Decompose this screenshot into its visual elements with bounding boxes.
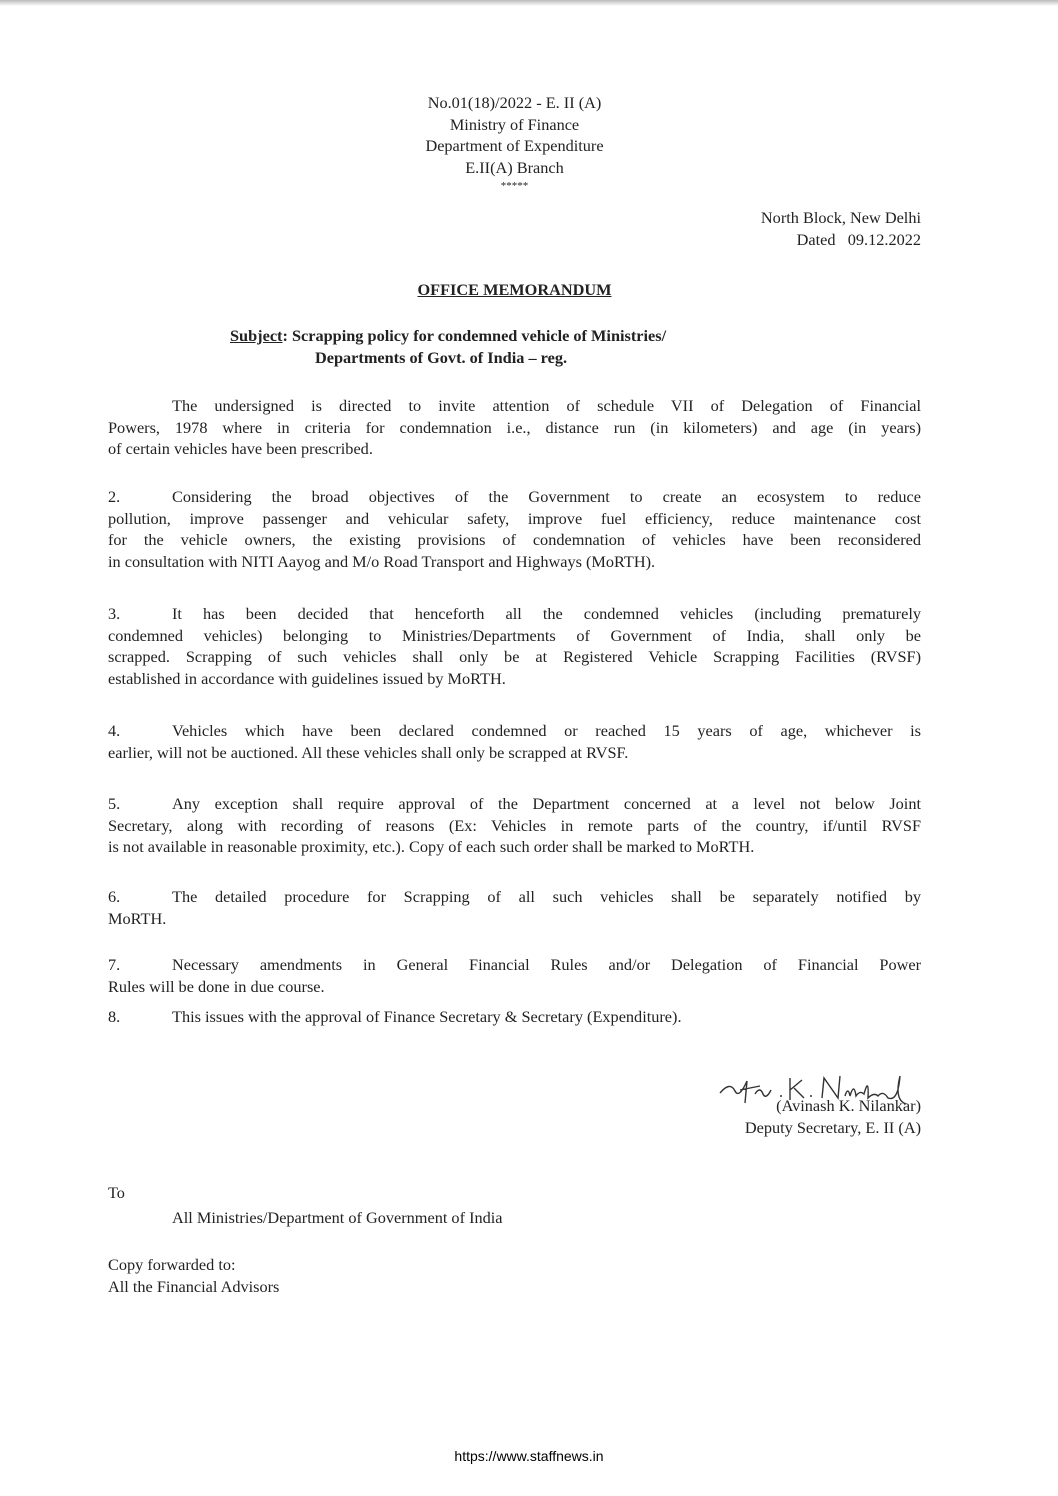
paragraph-4	[108, 720, 921, 763]
paragraph-1	[108, 395, 921, 460]
paragraph-line: This issues with the approval of Finance Secretary & Secretary (Expenditure).	[172, 1007, 682, 1026]
signatory	[108, 1095, 921, 1138]
copy-to	[108, 1254, 921, 1297]
copy-recipient: All the Financial Advisors	[108, 1276, 280, 1296]
paragraph-number: 3.	[108, 604, 121, 623]
paragraph-2	[108, 486, 921, 573]
to-label: To	[108, 1183, 125, 1202]
subject-line-1: : Scrapping policy for condemned vehicle of Ministries/	[282, 326, 667, 345]
date: 09.12.2022	[847, 229, 921, 249]
paragraph-6	[108, 886, 921, 929]
branch: E.II(A) Branch	[465, 158, 564, 178]
paragraph-line: established in accordance with guidelines issued by MoRTH.	[108, 669, 506, 689]
paragraph-line: Powers, 1978 where in criteria for condemnation i.e., distance run (in kilometers) and age (in years)	[108, 417, 921, 437]
paragraph-line: in consultation with NITI Aayog and M/o Road Transport and Highways (MoRTH).	[108, 552, 656, 572]
footer-url[interactable]: https://www.staffnews.in	[454, 1448, 604, 1464]
paragraph-line: Considering the broad objectives of the Government to create an ecosystem to reduce	[172, 487, 921, 506]
paragraph-line: The detailed procedure for Scrapping of all such vehicles shall be separately notified by	[172, 887, 921, 906]
paragraph-number: 7.	[108, 955, 121, 974]
paragraph-number: 2.	[108, 487, 121, 506]
paragraph-line: is not available in reasonable proximity, etc.). Copy of each such order shall be marked to MoRTH.	[108, 837, 755, 857]
paragraph-3	[108, 603, 921, 690]
signatory-designation: Deputy Secretary, E. II (A)	[744, 1117, 921, 1137]
paragraph-line: It has been decided that henceforth all the condemned vehicles (including prematurely	[172, 604, 921, 623]
paragraph-line: Vehicles which have been declared condemned or reached 15 years of age, whichever is	[172, 721, 921, 740]
paragraph-line: scrapped. Scrapping of such vehicles shall only be at Registered Vehicle Scrapping Facilities (RVSF)	[108, 647, 921, 667]
to-recipient: All Ministries/Department of Government of India	[172, 1207, 503, 1227]
addressee	[108, 1182, 921, 1228]
department: Department of Expenditure	[425, 136, 604, 156]
paragraph-line: Any exception shall require approval of the Department concerned at a level not below Joint	[172, 794, 921, 813]
letterhead	[108, 92, 921, 193]
paragraph-number: 4.	[108, 721, 121, 740]
paragraph-line: The undersigned is directed to invite attention of schedule VII of Delegation of Financial	[172, 396, 921, 415]
place-date	[108, 207, 921, 250]
paragraph-8	[108, 1006, 921, 1028]
separator-stars: *****	[500, 179, 529, 192]
paragraph-line: Rules will be done in due course.	[108, 976, 325, 996]
scan-edge	[0, 0, 1058, 6]
subject-label: Subject	[230, 326, 283, 345]
copy-label: Copy forwarded to:	[108, 1255, 236, 1274]
date-label: Dated	[796, 229, 836, 249]
paragraph-line: of certain vehicles have been prescribed.	[108, 439, 373, 459]
subject-line-2: Departments of Govt. of India – reg.	[315, 347, 568, 367]
ministry: Ministry of Finance	[449, 114, 580, 134]
subject	[230, 325, 830, 368]
paragraph-line: earlier, will not be auctioned. All these vehicles shall only be scrapped at RVSF.	[108, 742, 629, 762]
place: North Block, New Delhi	[760, 208, 921, 227]
paragraph-line: pollution, improve passenger and vehicular safety, improve fuel efficiency, reduce maintenance cost	[108, 508, 921, 528]
paragraph-line: for the vehicle owners, the existing provisions of condemnation of vehicles have been reconsidered	[108, 530, 921, 550]
document-title	[108, 279, 921, 301]
title-text: OFFICE MEMORANDUM	[417, 280, 612, 299]
paragraph-5	[108, 793, 921, 858]
paragraph-7	[108, 954, 921, 997]
signatory-name: (Avinash K. Nilankar)	[776, 1096, 921, 1115]
paragraph-line: condemned vehicles) belonging to Ministries/Departments of Government of India, shall only be	[108, 625, 921, 645]
file-number: No.01(18)/2022 - E. II (A)	[427, 93, 602, 112]
paragraph-line: Secretary, along with recording of reasons (Ex: Vehicles in remote parts of the country, if/until RVSF	[108, 815, 921, 835]
paragraph-number: 6.	[108, 887, 121, 906]
paragraph-number: 8.	[108, 1007, 121, 1026]
paragraph-number: 5.	[108, 794, 121, 813]
paragraph-line: MoRTH.	[108, 908, 167, 928]
paragraph-line: Necessary amendments in General Financial Rules and/or Delegation of Financial Power	[172, 955, 921, 974]
